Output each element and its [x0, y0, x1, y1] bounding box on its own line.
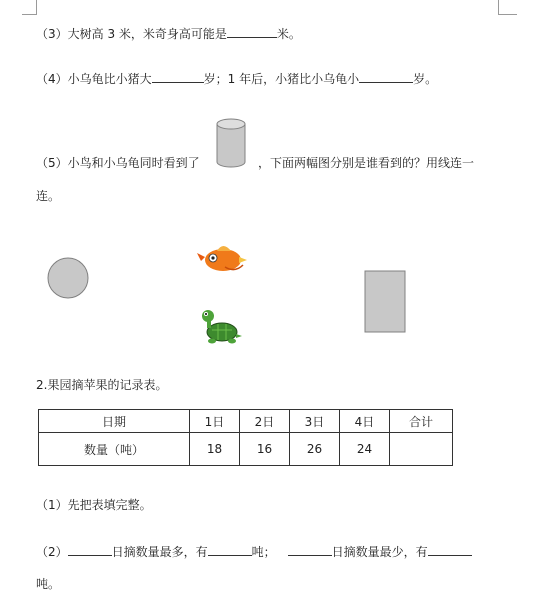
table-header: 3日: [290, 410, 340, 433]
cylinder-icon: [214, 116, 248, 170]
answer-blank[interactable]: [152, 70, 204, 83]
answer-blank[interactable]: [288, 543, 332, 556]
answer-blank[interactable]: [208, 543, 252, 556]
total-cell[interactable]: [390, 433, 453, 466]
side-view-rectangle[interactable]: [364, 270, 408, 334]
question-2-2: （2） 日摘数量最多，有 吨； 日摘数量最少，有: [36, 543, 472, 560]
table-cell: 26: [290, 433, 340, 466]
corner-mark-right: [498, 0, 517, 15]
row-label: 数量（吨）: [39, 433, 190, 466]
question-2-1: （1）先把表填完整。: [36, 498, 152, 512]
corner-mark-left: [22, 0, 37, 15]
table-row: [39, 433, 453, 466]
table-header-row: [39, 410, 453, 433]
table-cell: 18: [190, 433, 240, 466]
question-3: （3）大树高 3 米，米奇身高可能是 米。: [36, 27, 301, 41]
table-cell: 16: [240, 433, 290, 466]
table-header: 日期: [39, 410, 190, 433]
question-2-2-line2: 吨。: [36, 577, 61, 591]
answer-blank[interactable]: [428, 543, 472, 556]
top-view-circle[interactable]: [45, 255, 91, 301]
table-header: 1日: [190, 410, 240, 433]
question-5-text: （5）小鸟和小乌龟同时看到了: [36, 156, 200, 170]
bird-icon[interactable]: [195, 243, 249, 277]
turtle-icon[interactable]: [198, 306, 244, 346]
table-header: 2日: [240, 410, 290, 433]
question-5-text-right: ，下面两幅图分别是谁看到的？用线连一: [258, 156, 475, 170]
answer-blank[interactable]: [359, 70, 413, 83]
record-table: [38, 409, 453, 466]
section-2-title: 2.果园摘苹果的记录表。: [36, 378, 168, 392]
question-4: （4）小乌龟比小猪大 岁；1 年后，小猪比小乌龟小 岁。: [36, 72, 438, 86]
table-cell: 24: [340, 433, 390, 466]
answer-blank[interactable]: [227, 25, 277, 38]
answer-blank[interactable]: [68, 543, 112, 556]
table-header: 合计: [390, 410, 453, 433]
table-header: 4日: [340, 410, 390, 433]
question-5-text-line2: 连。: [36, 189, 61, 203]
